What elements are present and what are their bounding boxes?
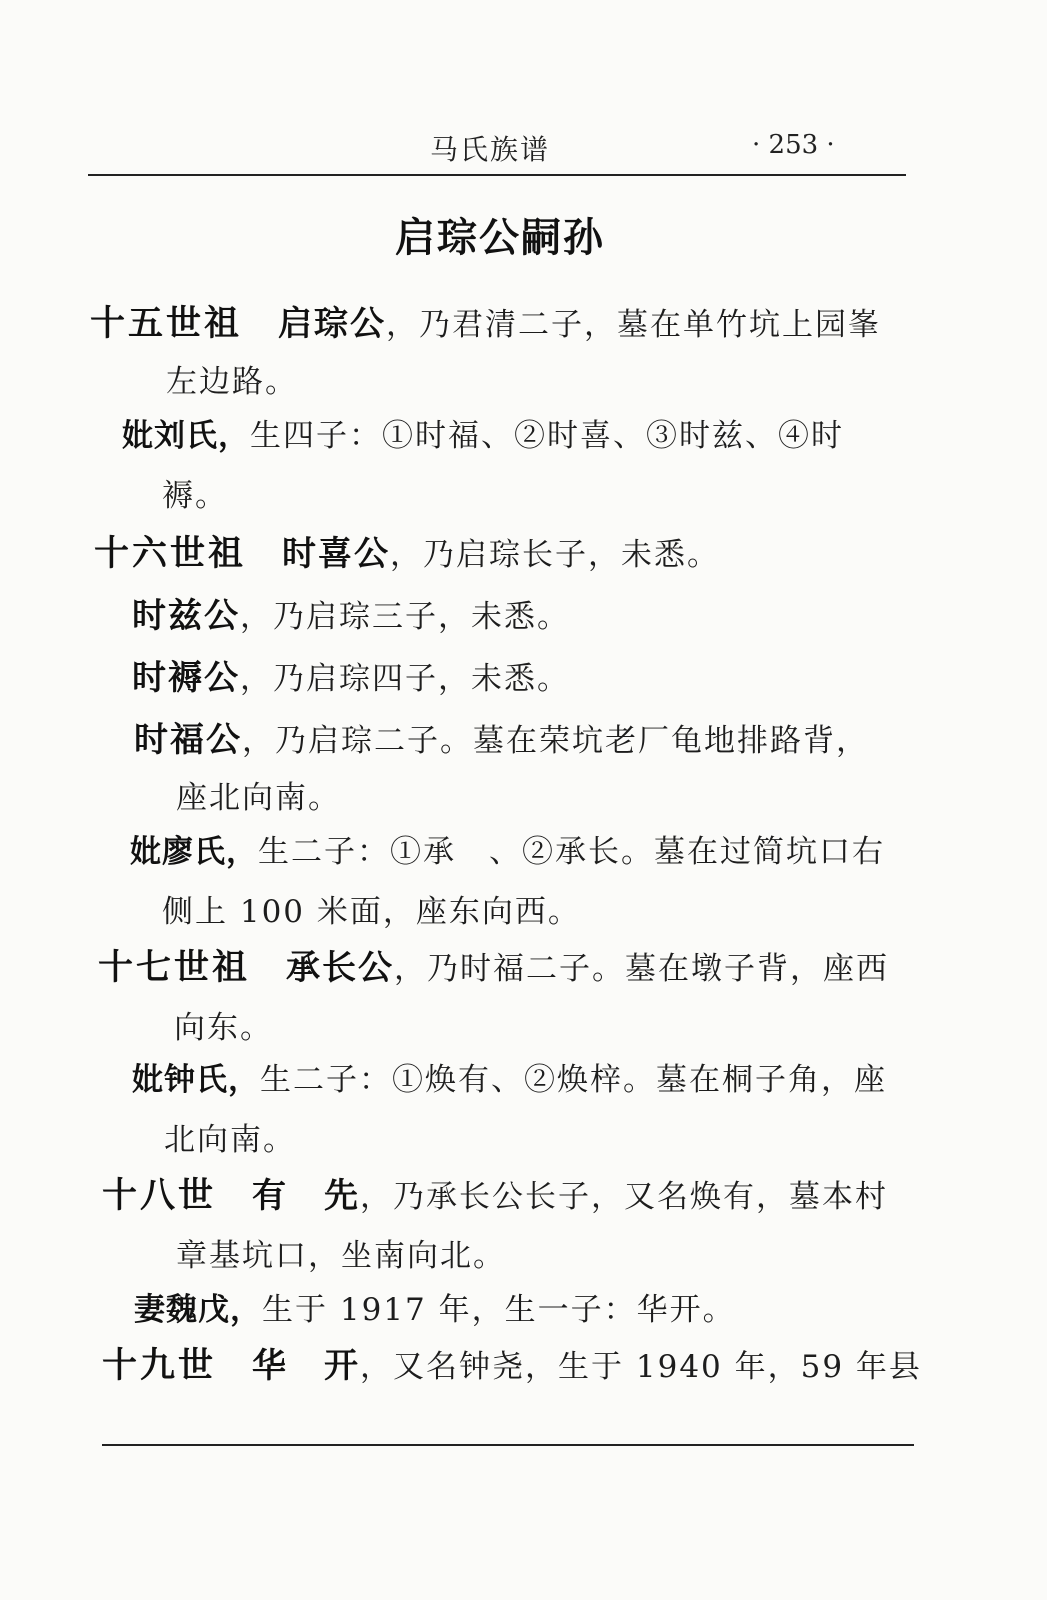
ancestor-name: 时喜公 xyxy=(282,534,391,574)
entry-text: 生四子：①时福、②时喜、③时兹、④时 xyxy=(250,418,844,454)
entry-text: ，乃君清二子，墓在单竹坑上园峯 xyxy=(386,307,882,343)
entry-text: ，乃启琮二子。墓在荣坑老厂龟地排路背， xyxy=(242,723,869,759)
entry-continuation: 左边路。 xyxy=(166,364,298,400)
ancestor-name: 承长公 xyxy=(286,948,395,988)
ancestor-name: 时福公 xyxy=(134,720,242,760)
entry-line xyxy=(134,712,869,761)
generation-label: 十八世 xyxy=(102,1176,217,1216)
spouse-line xyxy=(122,410,844,455)
entry-text: 生二子：①焕有、②焕梓。墓在桐子角，座 xyxy=(260,1062,887,1098)
generation-label: 十六世祖 xyxy=(94,534,247,574)
entry-text: ，乃承长公长子，又名焕有，墓本村 xyxy=(360,1179,889,1215)
spouse-line xyxy=(134,1284,736,1329)
ancestor-name: 时褥公 xyxy=(132,658,240,698)
spouse-name: 妣廖氏， xyxy=(130,834,258,870)
spouse-line xyxy=(130,826,885,871)
ancestor-name: 华 开 xyxy=(252,1346,361,1386)
ancestor-name: 启琮公 xyxy=(278,304,387,344)
entry-line xyxy=(90,296,881,346)
spouse-name: 妣钟氏， xyxy=(132,1062,260,1098)
spouse-line xyxy=(132,1054,887,1099)
entry-text: ，乃启琮三子，未悉。 xyxy=(240,599,570,635)
generation-label: 十九世 xyxy=(102,1346,217,1386)
entry-text: ，乃启琮长子，未悉。 xyxy=(390,537,721,573)
entry-text: ，乃启琮四子，未悉。 xyxy=(240,661,570,697)
entry-text: ，又名钟尧，生于 1940 年，59 年县 xyxy=(360,1349,922,1385)
entry-continuation: 北向南。 xyxy=(164,1122,296,1158)
entry-continuation: 座北向南。 xyxy=(176,780,341,816)
header-rule xyxy=(88,174,906,176)
entry-line xyxy=(102,1168,888,1218)
entry-text: 生于 1917 年，生一子：华开。 xyxy=(262,1292,736,1328)
entry-continuation: 褥。 xyxy=(162,478,228,514)
ancestor-name: 时兹公 xyxy=(132,596,240,636)
page-number: · 253 · xyxy=(752,130,835,160)
ancestor-name: 有 先 xyxy=(252,1176,361,1216)
spouse-name: 妻魏戊， xyxy=(134,1292,262,1328)
book-title: 马氏族谱 xyxy=(430,133,551,166)
entry-line xyxy=(98,940,889,990)
generation-label: 十七世祖 xyxy=(98,948,251,988)
entry-line xyxy=(102,1338,922,1388)
entry-text: 生二子：①承 、②承长。墓在过简坑口右 xyxy=(258,834,885,870)
generation-label: 十五世祖 xyxy=(90,304,243,344)
entry-continuation: 章基坑口，坐南向北。 xyxy=(176,1238,506,1274)
entry-line xyxy=(132,588,570,637)
spouse-name: 妣刘氏， xyxy=(122,418,250,454)
section-title: 启琮公嗣孙 xyxy=(395,214,605,261)
entry-continuation: 侧上 100 米面，座东向西。 xyxy=(162,894,581,930)
entry-line xyxy=(132,650,570,699)
running-head xyxy=(0,128,1047,168)
entry-continuation: 向东。 xyxy=(174,1010,273,1046)
entry-text: ，乃时福二子。墓在墩子背，座西 xyxy=(394,951,890,987)
footer-rule xyxy=(102,1444,914,1446)
entry-line xyxy=(94,526,720,576)
